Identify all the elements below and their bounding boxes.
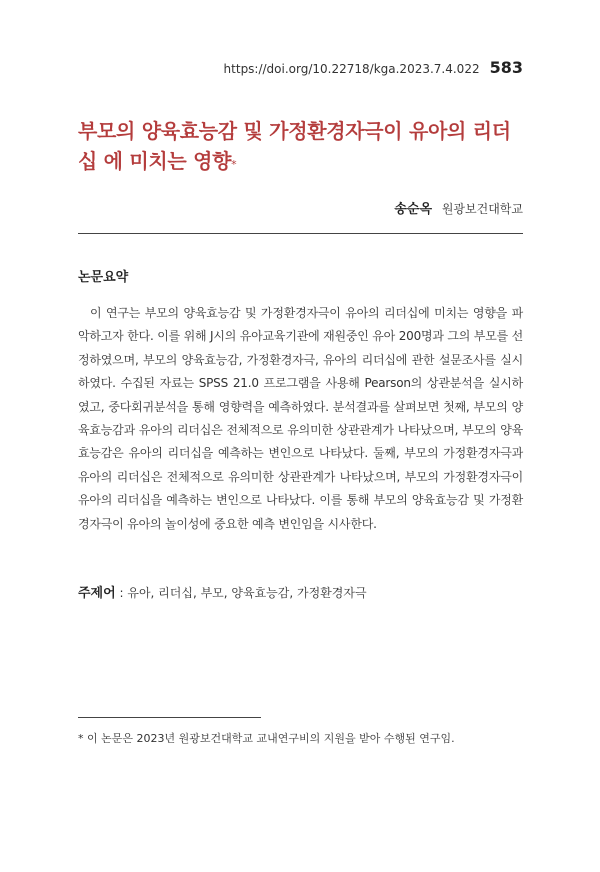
paper-title — [78, 116, 528, 180]
title-footnote-marker: * — [231, 158, 237, 171]
header-divider — [78, 233, 523, 234]
doi-link[interactable]: https://doi.org/10.22718/kga.2023.7.4.022 — [223, 62, 480, 76]
page-number: 583 — [489, 58, 523, 77]
footnote: * 이 논문은 2023년 원광보건대학교 교내연구비의 지원을 받아 수행된 연구임. — [78, 732, 455, 745]
keywords-value: 유아, 리더십, 부모, 양육효능감, 가정환경자극 — [127, 586, 367, 600]
keywords-separator: : — [115, 586, 128, 600]
page-header — [224, 58, 523, 77]
abstract-body: 이 연구는 부모의 양육효능감 및 가정환경자극이 유아의 리더십에 미치는 영향을 파악하고자 한다. 이를 위해 J시의 유아교육기관에 재원중인 유아 200명과 그의 부모를 선정하였으며, 부모의 양육효능감, 가정환경자극, 유아의 리더십에 관한 설문조사를 실시하였다. 수집된 자료는 SPSS 21.0 프로그램을 사용해 Pearson의 상관분석을 실시하였고, 중다회귀분석을 통해 영향력을 예측하였다. 분석결과를 살펴보면 첫째, 부모의 양육효능감과 유아의 리더십은 전체적으로 유의미한 상관관계가 나타났으며, 부모의 양육효능감은 유아의 리더십을 예측하는 변인으로 나타났다. 둘째, 부모의 가정환경자극과 유아의 리더십은 전체적으로 유의미한 상관관계가 나타났으며, 부모의 가정환경자극이 유아의 리더십을 예측하는 변인으로 나타났다. 이를 통해 부모의 양육효능감 및 가정환경자극이 유아의 놀이성에 중요한 예측 변인임을 시사한다. — [78, 306, 523, 531]
keywords — [78, 582, 367, 601]
author-affiliation: 원광보건대학교 — [441, 202, 523, 216]
author-name: 송순옥 — [394, 202, 433, 217]
keywords-label: 주제어 — [78, 586, 116, 601]
paper-title-text: 부모의 양육효능감 및 가정환경자극이 유아의 리더십 에 미치는 영향 — [78, 119, 511, 173]
abstract-heading: 논문요약 — [78, 270, 129, 285]
footnote-divider — [78, 717, 261, 718]
author-line — [394, 198, 523, 217]
